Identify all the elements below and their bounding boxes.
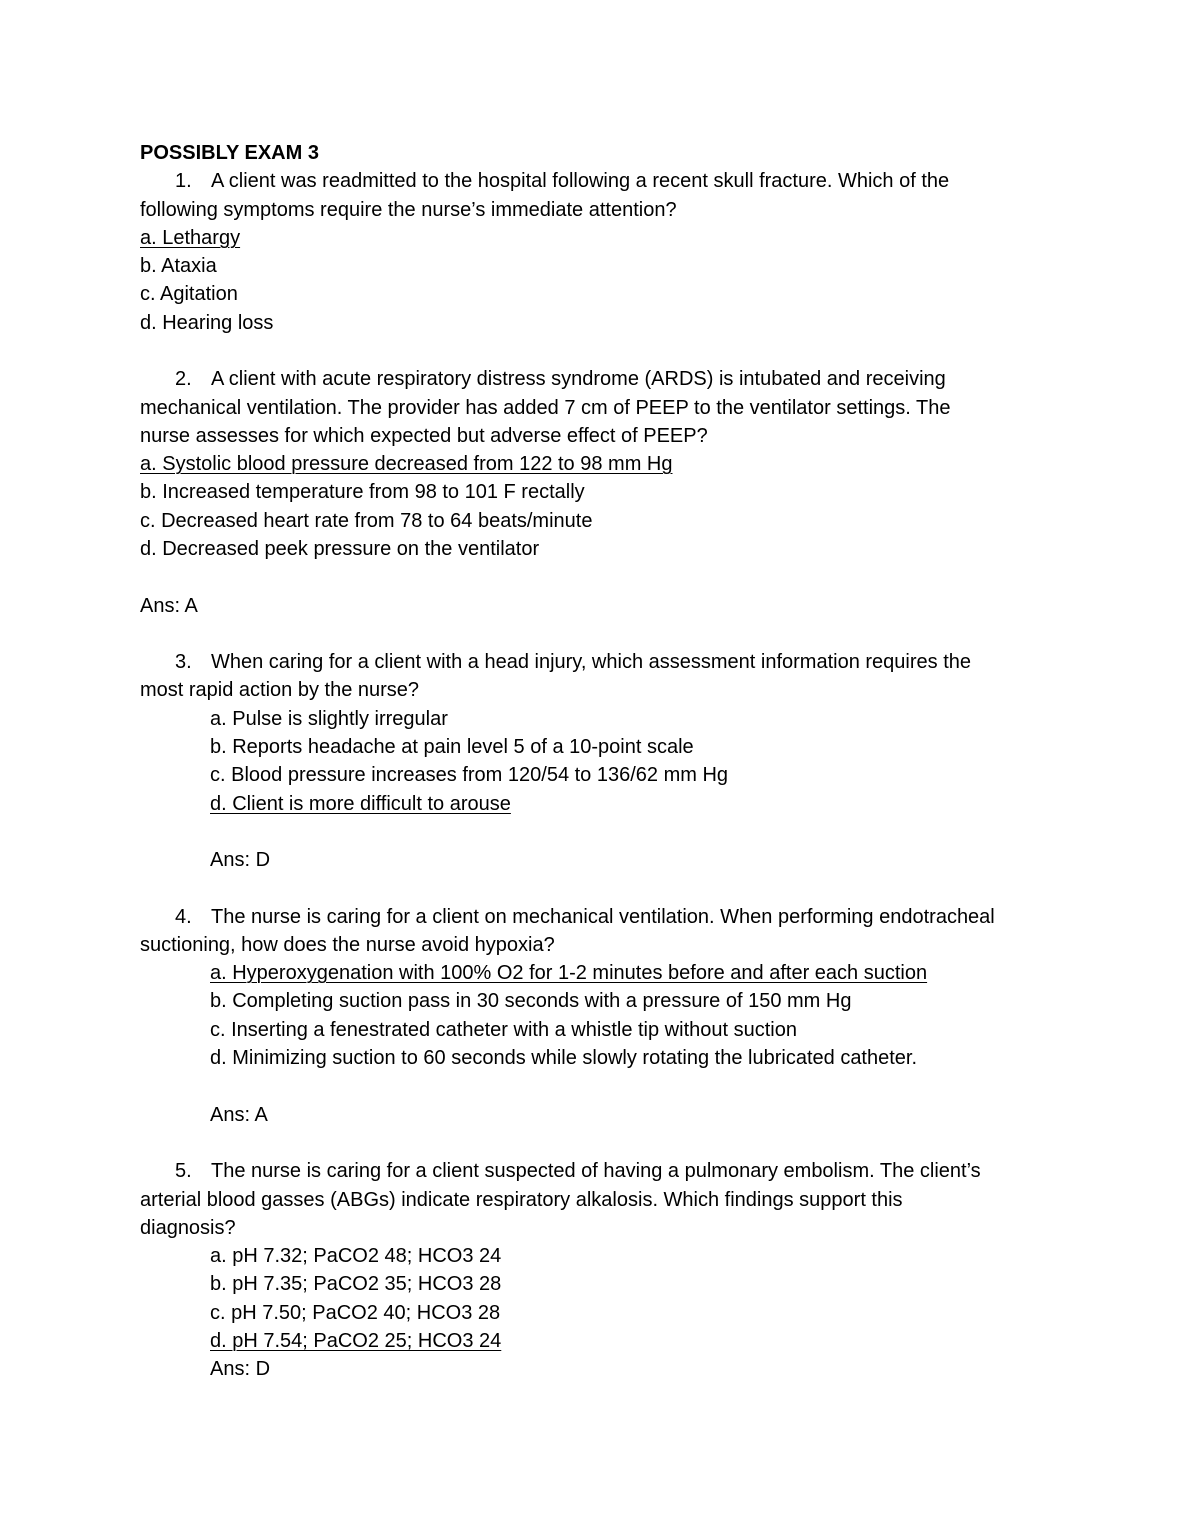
question-2-answer-key: Ans: A <box>140 595 198 617</box>
question-5-stem-cont: arterial blood gasses (ABGs) indicate respiratory alkalosis. Which findings support this <box>140 1189 903 1211</box>
question-3-answer-c: c. Blood pressure increases from 120/54 to 136/62 mm Hg <box>210 764 729 786</box>
question-4-answer-b: b. Completing suction pass in 30 seconds with a pressure of 150 mm Hg <box>210 990 852 1012</box>
question-5-answer-b: b. pH 7.35; PaCO2 35; HCO3 28 <box>210 1273 502 1295</box>
question-5-answer-c: c. pH 7.50; PaCO2 40; HCO3 28 <box>210 1302 501 1324</box>
question-1-answer-b: b. Ataxia <box>140 255 217 277</box>
question-text: When caring for a client with a head injury, which assessment information requires the <box>211 651 971 673</box>
question-5-answer-key: Ans: D <box>210 1358 271 1380</box>
question-text: A client with acute respiratory distress syndrome (ARDS) is intubated and receiving <box>211 368 946 390</box>
question-2-stem-cont: nurse assesses for which expected but adverse effect of PEEP? <box>140 425 708 447</box>
question-1-stem <box>175 167 949 195</box>
question-text: A client was readmitted to the hospital following a recent skull fracture. Which of the <box>211 170 950 192</box>
question-2-answer-b: b. Increased temperature from 98 to 101 F rectally <box>140 481 585 503</box>
question-1-answer-d: d. Hearing loss <box>140 312 274 334</box>
question-number: 4. <box>175 906 192 928</box>
question-3-answer-key: Ans: D <box>210 849 271 871</box>
question-2-answer-d: d. Decreased peek pressure on the ventilator <box>140 538 540 560</box>
question-5-answer-a: a. pH 7.32; PaCO2 48; HCO3 24 <box>210 1245 502 1267</box>
question-5-stem-cont: diagnosis? <box>140 1217 236 1239</box>
question-1-answer-a: a. Lethargy <box>140 227 241 249</box>
question-3-stem-cont: most rapid action by the nurse? <box>140 679 420 701</box>
question-number: 1. <box>175 170 192 192</box>
question-2-stem-cont: mechanical ventilation. The provider has added 7 cm of PEEP to the ventilator settings. The <box>140 397 951 419</box>
question-text: The nurse is caring for a client suspected of having a pulmonary embolism. The client’s <box>211 1160 981 1182</box>
question-4-answer-c: c. Inserting a fenestrated catheter with a whistle tip without suction <box>210 1019 797 1041</box>
question-number: 5. <box>175 1160 192 1182</box>
question-4-answer-d: d. Minimizing suction to 60 seconds while slowly rotating the lubricated catheter. <box>210 1047 918 1069</box>
question-3-answer-a: a. Pulse is slightly irregular <box>210 708 448 730</box>
question-3-answer-b: b. Reports headache at pain level 5 of a 10-point scale <box>210 736 694 758</box>
question-2-answer-c: c. Decreased heart rate from 78 to 64 beats/minute <box>140 510 593 532</box>
question-1-answer-c: c. Agitation <box>140 283 238 305</box>
question-4-stem <box>175 903 995 931</box>
question-number: 3. <box>175 651 192 673</box>
question-5-stem <box>175 1157 981 1185</box>
question-4-answer-a: a. Hyperoxygenation with 100% O2 for 1-2 minutes before and after each suction <box>210 962 928 984</box>
question-text: The nurse is caring for a client on mechanical ventilation. When performing endotracheal <box>211 906 995 928</box>
question-4-answer-key: Ans: A <box>210 1104 268 1126</box>
question-5-answer-d: d. pH 7.54; PaCO2 25; HCO3 24 <box>210 1330 502 1352</box>
question-2-stem <box>175 365 946 393</box>
document-title: POSSIBLY EXAM 3 <box>140 142 319 164</box>
question-2-answer-a: a. Systolic blood pressure decreased from 122 to 98 mm Hg <box>140 453 673 475</box>
question-4-stem-cont: suctioning, how does the nurse avoid hypoxia? <box>140 934 555 956</box>
question-3-answer-d: d. Client is more difficult to arouse <box>210 793 511 815</box>
question-3-stem <box>175 648 971 676</box>
question-number: 2. <box>175 368 192 390</box>
question-1-stem-cont: following symptoms require the nurse’s immediate attention? <box>140 199 677 221</box>
